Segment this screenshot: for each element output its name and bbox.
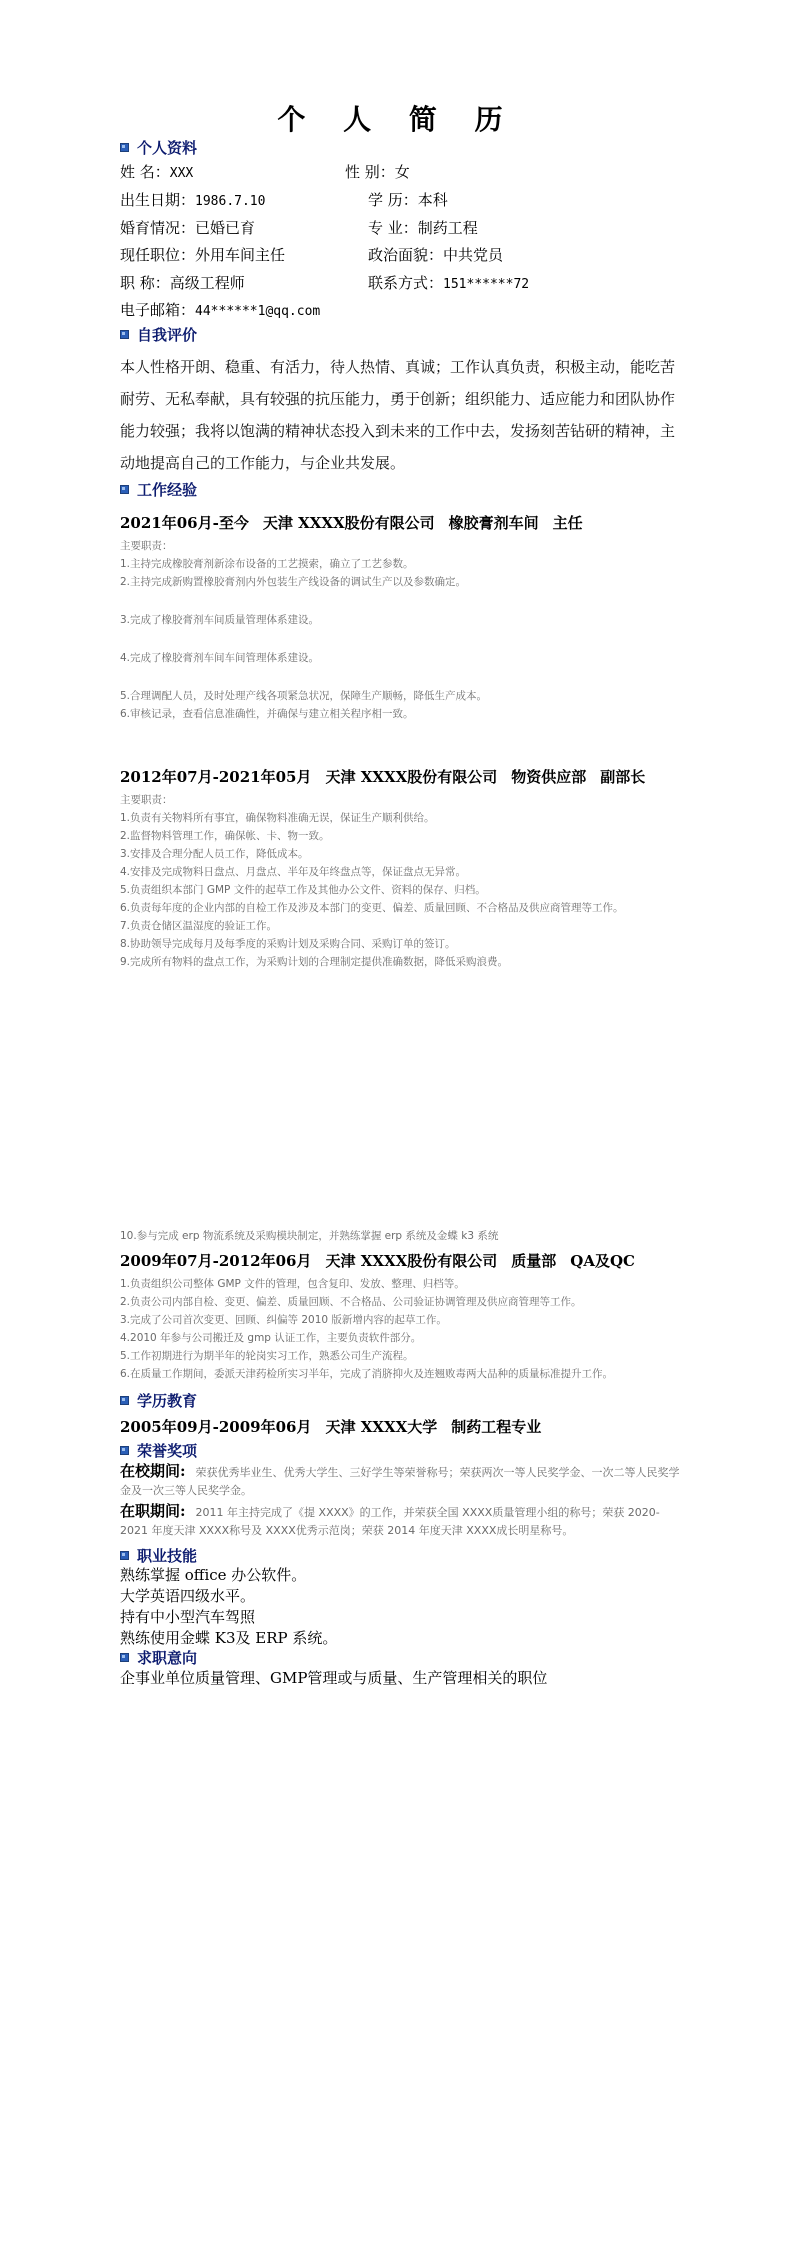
- section-header-work: [120, 479, 197, 499]
- education-heading: [120, 1416, 555, 1437]
- job-heading: [120, 512, 597, 533]
- list-item: 3.完成了橡胶膏剂车间质量管理体系建设。: [120, 614, 320, 626]
- title-value: 高级工程师: [169, 274, 245, 292]
- job-role: 主任: [552, 514, 583, 532]
- section-title: 自我评价: [137, 325, 198, 344]
- list-item: 2.负责公司内部自检、变更、偏差、质量回顾、不合格品、公司验证协调管理及供应商管理等工作。: [120, 1296, 582, 1308]
- job-duties-list: [120, 791, 685, 971]
- section-title: 学历教育: [137, 1391, 198, 1410]
- list-item: 1.主持完成橡胶膏剂新涂布设备的工艺摸索，确立了工艺参数。: [120, 558, 414, 570]
- skill-item: 熟练掌握 office 办公软件。: [120, 1566, 307, 1584]
- list-item: 2.监督物料管理工作，确保帐、卡、物一致。: [120, 830, 330, 842]
- politics-value: 中共党员: [443, 246, 504, 264]
- email-label: 电子邮箱：: [120, 301, 196, 319]
- honor-work: [120, 1502, 685, 1540]
- section-title: 求职意向: [137, 1648, 198, 1667]
- list-item: 3.安排及合理分配人员工作，降低成本。: [120, 848, 309, 860]
- skill-item: 熟练使用金蝶 K3及 ERP 系统。: [120, 1629, 338, 1647]
- list-item: 5.合理调配人员，及时处理产线各项紧急状况，保障生产顺畅，降低生产成本。: [120, 690, 488, 702]
- job-dept: 橡胶膏剂车间: [448, 514, 539, 532]
- marriage-value: 已婚已育: [195, 219, 256, 237]
- list-item: 4.安排及完成物料日盘点、月盘点、半年及年终盘点等，保证盘点无异常。: [120, 866, 467, 878]
- profile-row-edu: [368, 190, 448, 210]
- list-item: 3.完成了公司首次变更、回顾、纠偏等 2010 版新增内容的起草工作。: [120, 1314, 447, 1326]
- edu-label: 学 历：: [368, 191, 418, 209]
- section-title: 工作经验: [137, 480, 198, 499]
- honor-text: 荣获优秀毕业生、优秀大学生、三好学生等荣誉称号；荣获两次一等人民奖学金、一次二等人民奖学金及一次三等人民奖学金。: [120, 1466, 680, 1497]
- job-heading: [120, 766, 659, 787]
- list-item: 7.负责仓储区温湿度的验证工作。: [120, 920, 278, 932]
- list-item: 5.负责组织本部门 GMP 文件的起草工作及其他办公文件、资料的保存、归档。: [120, 884, 486, 896]
- profile-row-politics: [368, 245, 503, 265]
- list-item: 6.负责每年度的企业内部的自检工作及涉及本部门的变更、偏差、质量回顾、不合格品及供应商管理等工作。: [120, 902, 624, 914]
- name-value: XXX: [169, 166, 194, 181]
- job-dept: 质量部: [511, 1252, 557, 1270]
- honor-label: 在校期间:: [120, 1462, 186, 1480]
- edu-value: 本科: [417, 191, 448, 209]
- job-role: 副部长: [600, 768, 646, 786]
- contact-label: 联系方式：: [368, 274, 444, 292]
- section-title: 个人资料: [137, 138, 198, 157]
- profile-row-name: [120, 162, 193, 184]
- self-evaluation-text: 本人性格开朗、稳重、有活力，待人热情、真诚；工作认真负责，积极主动，能吃苦耐劳、无私奉献，具有较强的抗压能力，勇于创新；组织能力、适应能力和团队协作能力较强；我将以饱满的精神状态投入到未来的工作中去，发扬刻苦钻研的精神，主动地提高自己的工作能力，与企业共发展。: [120, 358, 676, 472]
- section-header-honors: [120, 1440, 197, 1460]
- section-bullet-icon: [120, 1446, 129, 1455]
- profile-row-birth: [120, 190, 265, 212]
- section-bullet-icon: [120, 330, 129, 339]
- list-item: 6.审核记录，查看信息准确性，并确保与建立相关程序相一致。: [120, 708, 414, 720]
- section-header-intent: [120, 1647, 197, 1667]
- list-item: 8.协助领导完成每月及每季度的采购计划及采购合同、采购订单的签订。: [120, 938, 456, 950]
- section-header-self: [120, 324, 197, 344]
- job-period: 2021年06月-至今: [120, 514, 249, 532]
- skill-item: 大学英语四级水平。: [120, 1587, 256, 1605]
- birth-value: 1986.7.10: [195, 194, 266, 209]
- list-item: 主要职责：: [120, 794, 173, 806]
- profile-row-marriage: [120, 218, 255, 238]
- job-period: 2012年07月-2021年05月: [120, 768, 312, 786]
- job-duties-list: [120, 537, 685, 723]
- job-role: QA及QC: [570, 1252, 635, 1270]
- job-company: 天津 XXXX股份有限公司: [325, 768, 498, 786]
- list-item: 主要职责：: [120, 540, 173, 552]
- section-bullet-icon: [120, 1653, 129, 1662]
- edu-major: 制药工程专业: [451, 1418, 542, 1436]
- list-item: 4.2010 年参与公司搬迁及 gmp 认证工作，主要负责软件部分。: [120, 1332, 422, 1344]
- profile-row-title: [120, 273, 245, 293]
- gender-label: 性 别：: [345, 163, 395, 181]
- title-label: 职 称：: [120, 274, 170, 292]
- contact-value: 151******72: [443, 277, 530, 292]
- job-duties-list: [120, 1227, 685, 1245]
- job-company: 天津 XXXX股份有限公司: [262, 514, 435, 532]
- marriage-label: 婚育情况：: [120, 219, 196, 237]
- major-value: 制药工程: [417, 219, 478, 237]
- name-label: 姓 名：: [120, 163, 170, 181]
- edu-period: 2005年09月-2009年06月: [120, 1418, 312, 1436]
- profile-row-email: [120, 300, 320, 322]
- birth-label: 出生日期：: [120, 191, 196, 209]
- section-header-profile: [120, 137, 197, 157]
- section-header-edu: [120, 1390, 197, 1410]
- email-value: 44******1@qq.com: [195, 304, 321, 319]
- section-bullet-icon: [120, 1551, 129, 1560]
- edu-school: 天津 XXXX大学: [325, 1418, 438, 1436]
- job-intent-text: 企事业单位质量管理、GMP管理或与质量、生产管理相关的职位: [120, 1669, 548, 1687]
- list-item: 4.完成了橡胶膏剂车间车间管理体系建设。: [120, 652, 320, 664]
- politics-label: 政治面貌：: [368, 246, 444, 264]
- section-bullet-icon: [120, 485, 129, 494]
- position-label: 现任职位：: [120, 246, 196, 264]
- job-company: 天津 XXXX股份有限公司: [325, 1252, 498, 1270]
- list-item: 9.完成所有物料的盘点工作，为采购计划的合理制定提供准确数据，降低采购浪费。: [120, 956, 509, 968]
- major-label: 专 业：: [368, 219, 418, 237]
- list-item: 10.参与完成 erp 物流系统及采购模块制定，并熟练掌握 erp 系统及金蝶 k3 系统: [120, 1230, 499, 1242]
- section-bullet-icon: [120, 143, 129, 152]
- section-title: 职业技能: [137, 1546, 198, 1565]
- section-bullet-icon: [120, 1396, 129, 1405]
- honor-label: 在职期间:: [120, 1502, 186, 1520]
- job-dept: 物资供应部: [511, 768, 587, 786]
- list-item: 6.在质量工作期间，委派天津药检所实习半年，完成了消脐抑火及连翘败毒两大品种的质量标准提升工作。: [120, 1368, 614, 1380]
- profile-row-gender: [345, 162, 410, 182]
- job-heading: [120, 1250, 649, 1271]
- list-item: 1.负责有关物料所有事宜，确保物料准确无误，保证生产顺利供给。: [120, 812, 435, 824]
- job-period: 2009年07月-2012年06月: [120, 1252, 312, 1270]
- position-value: 外用车间主任: [195, 246, 286, 264]
- skill-item: 持有中小型汽车驾照: [120, 1608, 256, 1626]
- resume-title: 个 人 简 历: [277, 103, 517, 136]
- profile-row-position: [120, 245, 285, 265]
- gender-value: 女: [394, 163, 410, 181]
- profile-row-contact: [368, 273, 529, 295]
- honor-school: [120, 1462, 685, 1500]
- job-duties-list: [120, 1275, 685, 1383]
- list-item: 2.主持完成新购置橡胶膏剂内外包装生产线设备的调试生产以及参数确定。: [120, 576, 467, 588]
- section-title: 荣誉奖项: [137, 1441, 198, 1460]
- list-item: 5.工作初期进行为期半年的轮岗实习工作，熟悉公司生产流程。: [120, 1350, 414, 1362]
- honor-text: 2011 年主持完成了《提 XXXX》的工作，并荣获全国 XXXX质量管理小组的称号；荣获 2020-2021 年度天津 XXXX称号及 XXXX优秀示范岗；荣获 2014 年度天津 XXXX成长明星称号。: [120, 1506, 660, 1537]
- section-header-skills: [120, 1545, 197, 1565]
- profile-row-major: [368, 218, 478, 238]
- list-item: 1.负责组织公司整体 GMP 文件的管理，包含复印、发放、整理、归档等。: [120, 1278, 465, 1290]
